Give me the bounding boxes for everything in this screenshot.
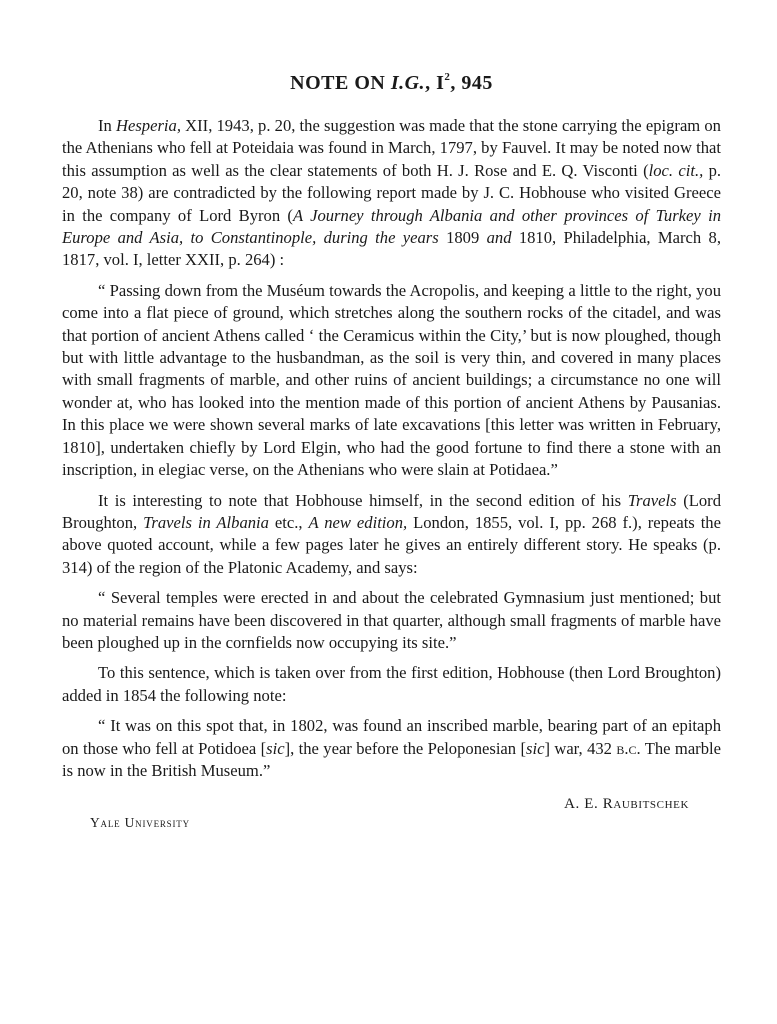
- era-abbrev: b.c.: [616, 738, 641, 758]
- article: [62, 72, 721, 831]
- author-name: A. E. Raubitschek: [564, 796, 689, 813]
- title-superscript: 2: [444, 71, 451, 83]
- book-title: Travels in Albania: [143, 512, 269, 532]
- book-title: A Journey through Albania and other provinces of Turkey in Europe and Asia, to Constantinople, during the years: [62, 205, 721, 248]
- text-run: XII, 1943, p. 20, the suggestion was made that the stone carrying the epigram on the Athenians who fell at Poteidaia was found in March, 1797, by Fauvel. It may be noted now that this assumption as well as the clear statements of both H. J. Rose and E. Q. Visconti (: [62, 116, 721, 180]
- author-affiliation: Yale University: [90, 815, 190, 831]
- text-run: etc.,: [268, 512, 309, 532]
- text-run: London, 1855, vol. I, pp. 268 f.), repeats the above quoted account, while a few pages later he gives an entirely different story. He speaks (p. 314) of the region of the Platonic Academy, and says:: [62, 512, 721, 577]
- text-run: 1809: [438, 228, 487, 248]
- sic-marker: sic: [526, 738, 545, 758]
- text-run: The marble is now in the British Museum.”: [62, 738, 721, 780]
- text-run: ] war, 432: [544, 738, 617, 758]
- page-title: [62, 72, 721, 95]
- text-run: ], the year before the Peloponesian [: [284, 738, 526, 758]
- sic-marker: sic: [266, 738, 285, 758]
- paragraph-intro: [62, 115, 721, 272]
- text-run: p. 20, note 38) are contradicted by the following report made by J. C. Hobhouse who visited Greece in the company of Lord Byron (: [62, 160, 722, 225]
- text-run: (Lord Broughton,: [62, 490, 721, 532]
- book-title: Travels: [627, 490, 677, 510]
- text-run: It is interesting to note that Hobhouse himself, in the second edition of his: [98, 490, 628, 510]
- title-number: , 945: [450, 72, 493, 94]
- edition-note: A new edition,: [308, 512, 408, 532]
- title-roman: I: [436, 72, 445, 94]
- journal-title: Hesperia,: [116, 116, 181, 135]
- paragraph-note-1854: To this sentence, which is taken over from the first edition, Hobhouse (then Lord Broughton) added in 1854 the following note:: [62, 663, 721, 705]
- quote-hobhouse-1817: “ Passing down from the Muséum towards the Acropolis, and keeping a little to the right, you come into a flat piece of ground, which stretches along the southern rocks of the citadel, and was that portion of ancient Athens called ‘ the Ceramicus within the City,’ but is now ploughed, though but with little advantage to the husbandman, as the soil is very thin, and covered in many places with small fragments of marble, and other ruins of ancient buildings; a circumstance no one will wonder at, who has looked into the mention made of this portion of ancient Athens by Pausanias. In this place we were shown several marks of late excavations [this letter was written in February, 1810], undertaken chiefly by Lord Elgin, who had the good fortune to find there a stone with an inscription, in elegiac verse, on the Athenians who were slain at Potidaea.”: [62, 280, 721, 480]
- title-ig: I.G.: [390, 72, 426, 94]
- quote-gymnasium: “ Several temples were erected in and about the celebrated Gymnasium just mentioned; but no material remains have been discovered in that quarter, although small fragments of marble have been ploughed up in the cornfields now occupying its site.”: [62, 588, 721, 652]
- text-run: 1810, Philadelphia, March 8, 1817, vol. I, letter XXII, p. 264) :: [62, 228, 721, 270]
- quote-potidoea: [62, 715, 721, 782]
- citation-abbrev: loc. cit.,: [648, 160, 704, 180]
- text-run: In: [98, 116, 116, 135]
- title-comma: ,: [425, 72, 437, 94]
- title-prefix: NOTE ON: [290, 72, 391, 94]
- text-run: “ It was on this spot that, in 1802, was found an inscribed marble, bearing part of an epitaph on those who fell at Potidoea [: [62, 716, 721, 758]
- paragraph-second-edition: [62, 490, 721, 580]
- text-run-italic: and: [486, 228, 512, 248]
